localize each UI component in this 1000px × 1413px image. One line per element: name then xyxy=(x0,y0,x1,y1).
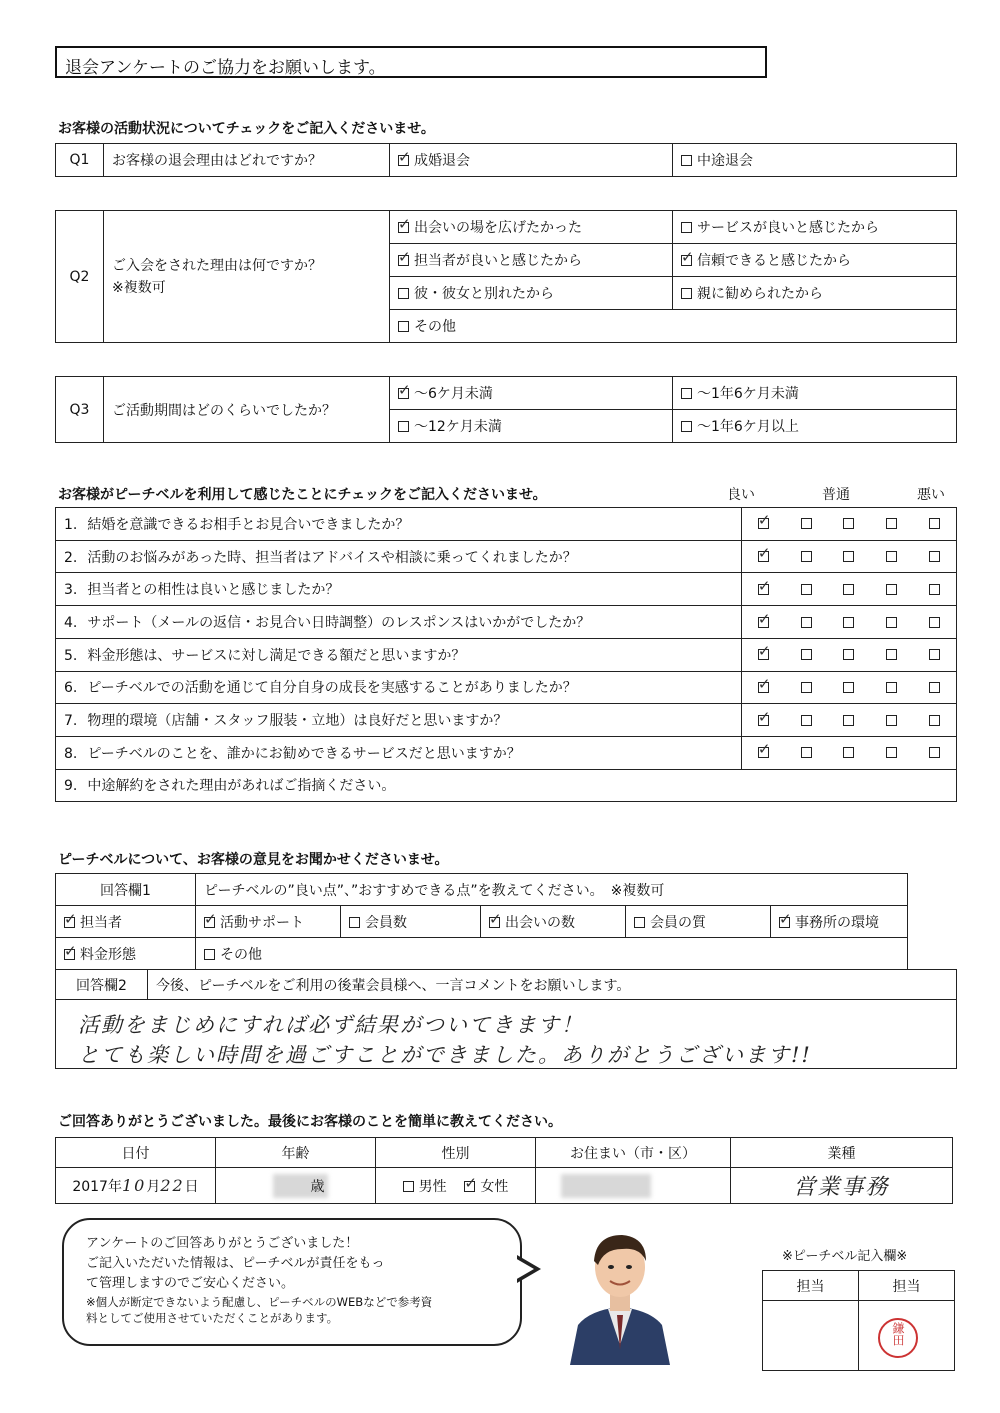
answer1-table xyxy=(55,873,908,970)
rating-checkbox-icon[interactable] xyxy=(843,715,854,726)
staff-col2: 担当 xyxy=(859,1271,955,1301)
rating-checkbox-icon[interactable] xyxy=(758,649,769,660)
rating-row xyxy=(56,606,957,639)
rating-checkbox-icon[interactable] xyxy=(801,747,812,758)
rating-row xyxy=(56,671,957,704)
q2-option-3[interactable]: ✓担当者が良いと感じたから xyxy=(390,244,673,277)
rating-checkbox-icon[interactable] xyxy=(801,617,812,628)
comment-line-2: とても楽しい時間を過ごすことができました。ありがとうございます!! xyxy=(78,1043,812,1067)
checkbox-icon[interactable] xyxy=(464,1181,475,1192)
checkbox-icon[interactable] xyxy=(204,917,215,928)
address-value[interactable] xyxy=(536,1168,731,1204)
rating-checkbox-icon[interactable] xyxy=(758,518,769,529)
section1-heading: お客様の活動状況についてチェックをご記入くださいませ。 xyxy=(58,121,435,137)
rating-checkbox-icon[interactable] xyxy=(886,584,897,595)
q2-option-2[interactable]: サービスが良いと感じたから xyxy=(673,211,957,244)
rating-question: 3. 担当者との相性は良いと感じましたか？ xyxy=(56,573,742,606)
checkbox-icon[interactable] xyxy=(64,949,75,960)
rating-choices xyxy=(742,540,957,573)
q2-option-5[interactable]: 彼・彼女と別れたから xyxy=(390,277,673,310)
rating-checkbox-icon[interactable] xyxy=(886,617,897,628)
checkbox-icon[interactable] xyxy=(681,388,692,399)
header-occupation: 業種 xyxy=(731,1138,953,1168)
profile-table xyxy=(55,1137,953,1204)
checkbox-icon[interactable] xyxy=(489,917,500,928)
q2-option-1[interactable]: ✓出会いの場を広げたかった xyxy=(390,211,673,244)
name-seal: 鎌田 xyxy=(878,1318,918,1358)
rating-question: 7. 物理的環境（店舗・スタッフ服装・立地）は良好だと思いますか？ xyxy=(56,704,742,737)
section4-heading: ご回答ありがとうございました。最後にお客様のことを簡単に教えてください。 xyxy=(58,1114,562,1130)
rating-checkbox-icon[interactable] xyxy=(801,584,812,595)
answer2-question: 今後、ピーチベルをご利用の後輩会員様へ、一言コメントをお願いします。 xyxy=(148,970,957,1000)
checkbox-icon[interactable] xyxy=(398,421,409,432)
rating-question: 5. 料金形態は、サービスに対し満足できる額だと思いますか？ xyxy=(56,638,742,671)
staff-table xyxy=(762,1270,955,1371)
a1-option-2[interactable]: ✓ 活動サポート xyxy=(196,906,341,938)
q2-option-7[interactable]: その他 xyxy=(390,310,957,343)
rating-checkbox-icon[interactable] xyxy=(886,682,897,693)
rating-checkbox-icon[interactable] xyxy=(801,551,812,562)
rating-question: 2. 活動のお悩みがあった時、担当者はアドバイスや相談に乗ってくれましたか？ xyxy=(56,540,742,573)
checkbox-icon[interactable] xyxy=(681,222,692,233)
checkbox-icon[interactable] xyxy=(204,949,215,960)
staff-illustration xyxy=(560,1225,680,1365)
checkbox-icon[interactable] xyxy=(403,1181,414,1192)
rating-choices xyxy=(742,638,957,671)
a1-option-3[interactable]: 会員数 xyxy=(341,906,481,938)
a1-option-4[interactable]: ✓ 出会いの数 xyxy=(481,906,626,938)
checkbox-icon[interactable] xyxy=(681,255,692,266)
rating-checkbox-icon[interactable] xyxy=(843,682,854,693)
header-date: 日付 xyxy=(56,1138,216,1168)
rating-choices xyxy=(742,704,957,737)
rating-row-9 xyxy=(56,769,957,801)
rating-checkbox-icon[interactable] xyxy=(843,584,854,595)
occupation-value[interactable]: 営業事務 xyxy=(731,1168,953,1204)
checkbox-icon[interactable] xyxy=(398,388,409,399)
q1-question: お客様の退会理由はどれですか？ xyxy=(104,144,390,177)
q3-number: Q3 xyxy=(56,377,104,443)
rating-checkbox-icon[interactable] xyxy=(929,715,940,726)
speech-bubble: アンケートのご回答ありがとうございました！ ご記入いただいた情報は、ピーチベルが責任をもっ て管理しますのでご安心ください。 ※個人が断定できないよう配慮し、ピーチベルのWEBなどで参考資 料としてご使用させていただくことがあります。 xyxy=(62,1218,522,1346)
rating-checkbox-icon[interactable] xyxy=(843,518,854,529)
checkbox-icon[interactable] xyxy=(398,255,409,266)
checkbox-icon[interactable] xyxy=(398,155,409,166)
q1-table xyxy=(55,143,957,177)
q3-option-3[interactable]: ～12ケ月未満 xyxy=(390,410,673,443)
q3-option-2[interactable]: ～1年6ケ月未満 xyxy=(673,377,957,410)
item9-question[interactable]: 9. 中途解約をされた理由があればご指摘ください。 xyxy=(56,769,957,801)
checkbox-icon[interactable] xyxy=(681,421,692,432)
checkbox-icon[interactable] xyxy=(779,917,790,928)
rating-checkbox-icon[interactable] xyxy=(929,518,940,529)
rating-choices xyxy=(742,606,957,639)
rating-checkbox-icon[interactable] xyxy=(929,747,940,758)
rating-choices xyxy=(742,671,957,704)
checkbox-icon[interactable] xyxy=(349,917,360,928)
q3-question: ご活動期間はどのくらいでしたか？ xyxy=(104,377,390,443)
rating-checkbox-icon[interactable] xyxy=(886,649,897,660)
rating-checkbox-icon[interactable] xyxy=(801,649,812,660)
rating-choices xyxy=(742,737,957,770)
answer2-label: 回答欄2 xyxy=(56,970,148,1000)
q2-option-6[interactable]: 親に勧められたから xyxy=(673,277,957,310)
rating-checkbox-icon[interactable] xyxy=(929,649,940,660)
rating-choices xyxy=(742,508,957,541)
rating-checkbox-icon[interactable] xyxy=(929,584,940,595)
answer1-question: ピーチベルの”良い点”、”おすすめできる点”を教えてください。 ※複数可 xyxy=(196,874,908,906)
q3-option-1[interactable]: ✓～6ケ月未満 xyxy=(390,377,673,410)
rating-checkbox-icon[interactable] xyxy=(843,617,854,628)
section3-heading: ピーチベルについて、お客様の意見をお聞かせくださいませ。 xyxy=(58,852,449,868)
rating-row xyxy=(56,638,957,671)
rating-question: 1. 結婚を意識できるお相手とお見合いできましたか？ xyxy=(56,508,742,541)
rating-checkbox-icon[interactable] xyxy=(758,617,769,628)
rating-question: 8. ピーチベルのことを、誰かにお勧めできるサービスだと思いますか？ xyxy=(56,737,742,770)
rating-question: 4. サポート（メールの返信・お見合い日時調整）のレスポンスはいかがでしたか？ xyxy=(56,606,742,639)
q2-question: ご入会をされた理由は何ですか？ ※複数可 xyxy=(104,211,390,343)
q2-table xyxy=(55,210,957,343)
q3-table xyxy=(55,376,957,443)
staff-cell-1[interactable] xyxy=(763,1301,859,1371)
gender-value[interactable]: 男性 ✓ 女性 xyxy=(376,1168,536,1204)
scale-good-label: 良い xyxy=(727,487,755,503)
checkbox-icon[interactable] xyxy=(681,155,692,166)
date-value[interactable]: 2017年10月22日 xyxy=(56,1168,216,1204)
comment-box[interactable] xyxy=(55,999,957,1069)
rating-checkbox-icon[interactable] xyxy=(758,715,769,726)
q1-number: Q1 xyxy=(56,144,104,177)
checkbox-icon[interactable] xyxy=(681,288,692,299)
a1-option-5[interactable]: 会員の質 xyxy=(626,906,771,938)
rating-checkbox-icon[interactable] xyxy=(758,682,769,693)
rating-question: 6. ピーチベルでの活動を通じて自分自身の成長を実感することがありましたか？ xyxy=(56,671,742,704)
answer2-header xyxy=(55,969,957,1000)
comment-line-1: 活動をまじめにすれば必ず結果がついてきます！ xyxy=(78,1013,584,1037)
header-gender: 性別 xyxy=(376,1138,536,1168)
rating-checkbox-icon[interactable] xyxy=(843,649,854,660)
rating-checkbox-icon[interactable] xyxy=(758,584,769,595)
answer1-label: 回答欄1 xyxy=(56,874,196,906)
rating-checkbox-icon[interactable] xyxy=(886,551,897,562)
rating-checkbox-icon[interactable] xyxy=(843,747,854,758)
q1-option-1[interactable]: ✓ 成婚退会 xyxy=(390,144,673,177)
rating-checkbox-icon[interactable] xyxy=(886,518,897,529)
rating-checkbox-icon[interactable] xyxy=(758,551,769,562)
rating-checkbox-icon[interactable] xyxy=(758,747,769,758)
age-value[interactable]: 歳 xyxy=(216,1168,376,1204)
header-address: お住まい（市・区） xyxy=(536,1138,731,1168)
q3-option-4[interactable]: ～1年6ケ月以上 xyxy=(673,410,957,443)
rating-checkbox-icon[interactable] xyxy=(801,715,812,726)
rating-table xyxy=(55,507,957,802)
rating-row xyxy=(56,737,957,770)
q2-option-4[interactable]: ✓ 信頼できると感じたから xyxy=(673,244,957,277)
staff-heading: ※ピーチベル記入欄※ xyxy=(782,1249,908,1264)
rating-checkbox-icon[interactable] xyxy=(929,682,940,693)
checkbox-icon[interactable] xyxy=(634,917,645,928)
rating-row xyxy=(56,508,957,541)
scale-normal-label: 普通 xyxy=(822,487,850,503)
rating-row xyxy=(56,573,957,606)
header-age: 年齢 xyxy=(216,1138,376,1168)
page-title: 退会アンケートのご協力をお願いします。 xyxy=(55,46,767,78)
section2-heading: お客様がピーチベルを利用して感じたことにチェックをご記入くださいませ。 xyxy=(58,487,547,503)
scale-bad-label: 悪い xyxy=(917,487,945,503)
a1-option-6[interactable]: ✓ 事務所の環境 xyxy=(771,906,908,938)
rating-checkbox-icon[interactable] xyxy=(886,747,897,758)
checkbox-icon[interactable] xyxy=(398,288,409,299)
rating-checkbox-icon[interactable] xyxy=(929,551,940,562)
checkbox-icon[interactable] xyxy=(398,321,409,332)
rating-checkbox-icon[interactable] xyxy=(801,518,812,529)
rating-checkbox-icon[interactable] xyxy=(886,715,897,726)
rating-checkbox-icon[interactable] xyxy=(801,682,812,693)
q1-option-2[interactable]: 中途退会 xyxy=(673,144,957,177)
checkbox-icon[interactable] xyxy=(64,917,75,928)
checkbox-icon[interactable] xyxy=(398,222,409,233)
rating-row xyxy=(56,704,957,737)
staff-col1: 担当 xyxy=(763,1271,859,1301)
a1-option-8[interactable]: その他 xyxy=(196,938,908,970)
rating-checkbox-icon[interactable] xyxy=(929,617,940,628)
a1-option-7[interactable]: ✓料金形態 xyxy=(56,938,196,970)
q2-number: Q2 xyxy=(56,211,104,343)
rating-checkbox-icon[interactable] xyxy=(843,551,854,562)
rating-row xyxy=(56,540,957,573)
rating-choices xyxy=(742,573,957,606)
a1-option-1[interactable]: ✓担当者 xyxy=(56,906,196,938)
redacted-area xyxy=(561,1174,651,1198)
